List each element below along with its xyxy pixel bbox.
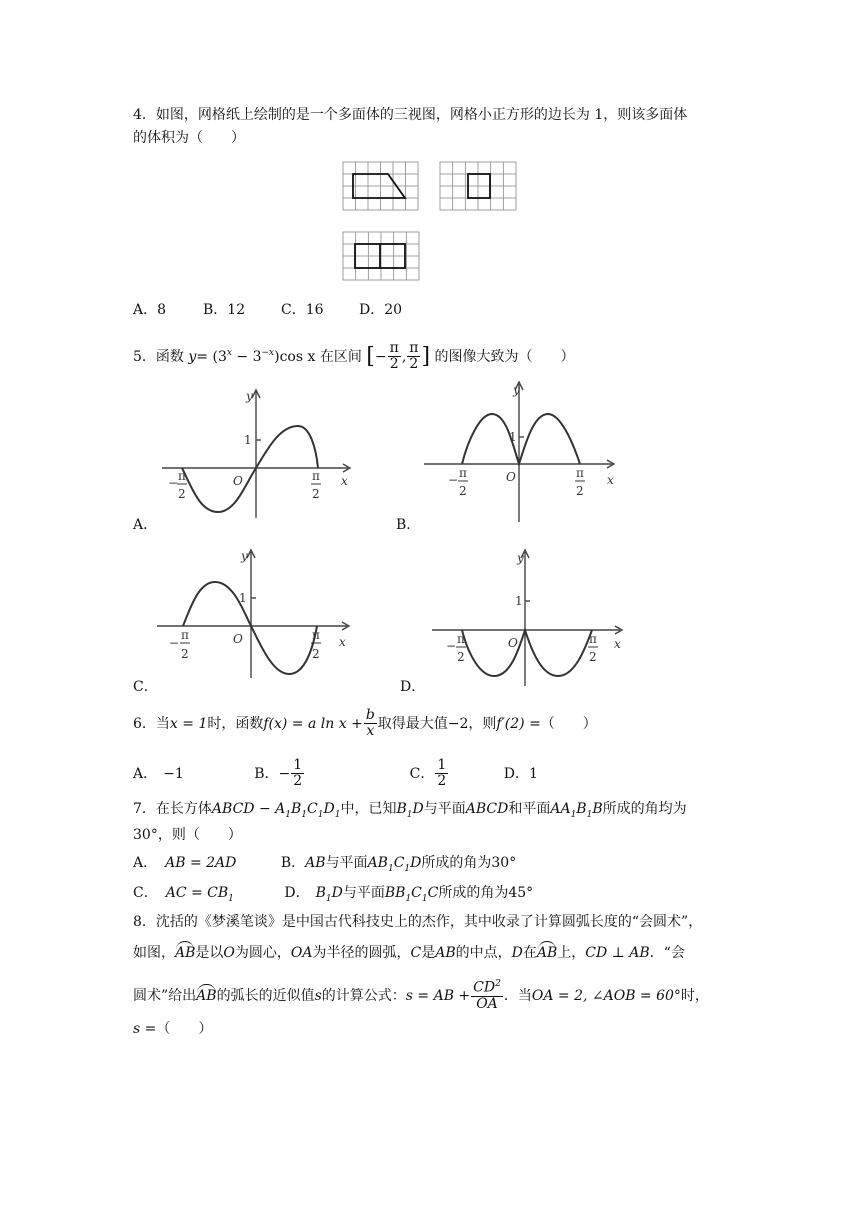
svg-text:π: π (576, 466, 584, 480)
svg-text:2: 2 (459, 484, 467, 498)
svg-text:−: − (448, 473, 459, 487)
grid (343, 162, 418, 210)
svg-text:π: π (589, 632, 597, 646)
svg-text:2: 2 (312, 647, 320, 661)
svg-text:π: π (178, 469, 186, 483)
graph-a-label: A． (133, 517, 158, 533)
svg-text:y: y (513, 383, 520, 397)
svg-text:1: 1 (244, 433, 252, 447)
svg-text:2: 2 (589, 650, 597, 664)
side-view-figure (440, 162, 516, 212)
svg-text:2: 2 (457, 650, 465, 664)
svg-text:−: − (168, 476, 179, 490)
svg-text:y: y (246, 389, 253, 403)
front-view-figure (343, 162, 418, 212)
graph-d (428, 548, 628, 688)
graph-a (160, 388, 355, 523)
q8-line4: s =（ ） (133, 1021, 213, 1037)
svg-text:y: y (241, 549, 248, 563)
q4-option-a: A．8 (133, 302, 167, 318)
svg-text:x: x (339, 635, 346, 649)
svg-text:1: 1 (509, 430, 517, 444)
svg-text:y: y (517, 551, 524, 565)
svg-text:1: 1 (515, 594, 523, 608)
q5-stem: 5．函数 $y= (3^x - 3^{-x})\cos$ x 在区间 [− $\frac{\pi}{2}$ , $\frac{\pi}{2}$ ] 的图像大致为（ ） (133, 340, 575, 373)
q8-line2: 如图，AB是以O为圆心，OA为半径的圆弧，C是AB的中点，D在AB上，CD ⊥ AB．“会 (133, 945, 685, 961)
svg-text:π: π (459, 466, 467, 480)
svg-text:x: x (341, 474, 348, 488)
svg-text:2: 2 (181, 647, 189, 661)
q6-options: A． −1 B．− $\frac{1}{2}$ C． $\frac{1}{2}$ D．1 (133, 757, 538, 790)
svg-text:−: − (446, 639, 457, 653)
svg-text:π: π (181, 628, 189, 642)
svg-text:1: 1 (239, 591, 247, 605)
svg-text:π: π (312, 469, 320, 483)
q8-line3: 圆术”给出AB的弧长的近似值s的计算公式：s = AB + $\frac{CD^2}{OA}$ ．当OA = 2, ∠AOB = 60°时， (133, 979, 709, 1013)
svg-text:−: − (169, 636, 180, 650)
q4-option-d: D．20 (359, 302, 403, 318)
graph-d-label: D． (400, 679, 426, 695)
graph-b-label: B． (396, 517, 421, 533)
q7-options-cd: C． AC = $CB_1$ D． $B_1D$与平面$BB_1C_1C$所成的角为45° (133, 885, 534, 904)
q4-line1: 4．如图，网格纸上绘制的是一个多面体的三视图，网格小正方形的边长为 1，则该多面体 (133, 107, 688, 123)
svg-text:2: 2 (178, 487, 186, 501)
svg-text:O: O (508, 636, 518, 650)
svg-text:O: O (233, 474, 243, 488)
svg-text:π: π (312, 628, 320, 642)
svg-text:2: 2 (312, 487, 320, 501)
graph-c (155, 548, 355, 683)
graph-c-label: C． (133, 679, 158, 695)
q7-line1: 7．在长方体ABCD − $A_1B_1C_1D_1$中，已知$B_1D$与平面ABCD和平面$AA_1B_1B$所成的角均为 (133, 801, 687, 820)
q6-stem: 6．当x = 1时，函数f(x) = a ln x + $\frac{b}{x}$ 取得最大值−2，则f′(2) =（ ） (133, 707, 597, 740)
svg-text:x: x (614, 637, 621, 651)
svg-text:O: O (506, 470, 516, 484)
q4-line2: 的体积为（ ） (133, 130, 245, 146)
q7-options-ab: A． AB = 2AD B．AB与平面$AB_1C_1D$所成的角为30° (133, 855, 517, 874)
svg-text:π: π (457, 632, 465, 646)
svg-text:x: x (607, 473, 614, 487)
graph-b (420, 380, 620, 525)
svg-text:2: 2 (576, 484, 584, 498)
q4-option-c: C．16 (281, 302, 324, 318)
q4-option-b: B．12 (203, 302, 246, 318)
svg-text:O: O (233, 632, 243, 646)
q8-line1: 8．沈括的《梦溪笔谈》是中国古代科技史上的杰作，其中收录了计算圆弧长度的“会圆术”， (133, 914, 703, 930)
top-view-figure (343, 232, 419, 282)
q7-line2: 30°，则（ ） (133, 827, 242, 843)
